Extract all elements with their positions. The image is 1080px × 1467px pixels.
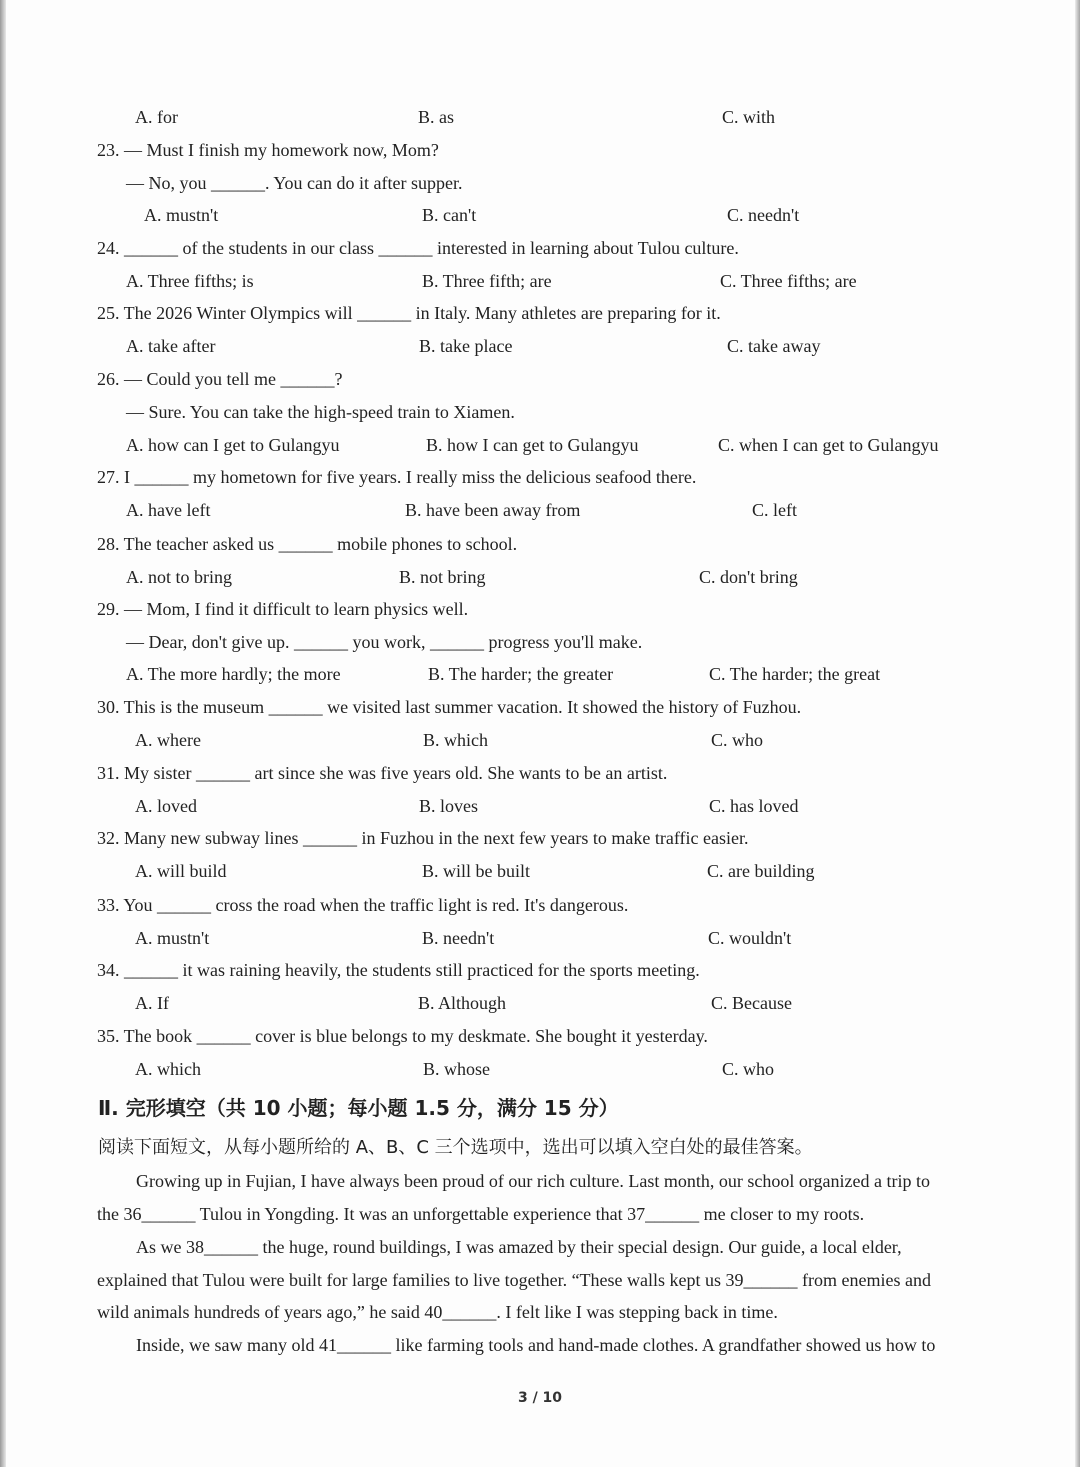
q23-option-c: C. needn't: [727, 205, 800, 225]
q32-option-a: A. will build: [135, 861, 227, 881]
q30-option-c: C. who: [711, 730, 764, 750]
q29-stem: 29. — Mom, I find it difficult to learn physics well.: [97, 599, 469, 619]
passage-line: As we 38______ the huge, round buildings, I was amazed by their special design. Our guide, a local elder,: [136, 1237, 902, 1257]
q27-option-b: B. have been away from: [405, 500, 581, 520]
section-title: Ⅱ. 完形填空（共 10 小题；每小题 1.5 分，满分 15 分）: [98, 1096, 619, 1120]
q26-stem: 26. — Could you tell me ______?: [97, 369, 343, 389]
q32-option-c: C. are building: [707, 861, 815, 881]
q29-option-a: A. The more hardly; the more: [126, 664, 341, 684]
q24-option-b: B. Three fifth; are: [422, 271, 552, 291]
page-shadow-right: [1075, 0, 1080, 1467]
page-number: 3 / 10: [517, 1390, 563, 1406]
q26-option-a: A. how can I get to Gulangyu: [126, 435, 340, 455]
q35-option-a: A. which: [135, 1059, 201, 1079]
q31-stem: 31. My sister ______ art since she was five years old. She wants to be an artist.: [97, 763, 668, 783]
q33-option-a: A. mustn't: [135, 928, 210, 948]
q34-stem: 34. ______ it was raining heavily, the students still practiced for the sports meeting.: [97, 960, 700, 980]
q33-option-c: C. wouldn't: [708, 928, 792, 948]
q25-option-a: A. take after: [126, 336, 216, 356]
q31-option-c: C. has loved: [709, 796, 799, 816]
q25-stem: 25. The 2026 Winter Olympics will ______ in Italy. Many athletes are preparing for it.: [97, 303, 721, 323]
q27-option-c: C. left: [752, 500, 797, 520]
q26-option-b: B. how I can get to Gulangyu: [426, 435, 639, 455]
q35-option-b: B. whose: [423, 1059, 490, 1079]
q24-option-c: C. Three fifths; are: [720, 271, 857, 291]
q24-stem: 24. ______ of the students in our class ______ interested in learning about Tulou culture.: [97, 238, 739, 258]
q35-option-c: C. who: [722, 1059, 775, 1079]
passage-line: explained that Tulou were built for large families to live together. “These walls kept us 39______ from enemies and: [97, 1270, 931, 1290]
q28-option-c: C. don't bring: [699, 567, 798, 587]
q33-option-b: B. needn't: [422, 928, 495, 948]
q31-option-a: A. loved: [135, 796, 197, 816]
q28-option-b: B. not bring: [399, 567, 486, 587]
q34-option-b: B. Although: [418, 993, 507, 1013]
q24-option-a: A. Three fifths; is: [126, 271, 254, 291]
q30-option-a: A. where: [135, 730, 201, 750]
section-instruction: 阅读下面短文，从每小题所给的 A、B、C 三个选项中，选出可以填入空白处的最佳答案。: [98, 1137, 813, 1158]
q34-option-a: A. If: [135, 993, 169, 1013]
passage-line: Growing up in Fujian, I have always been proud of our rich culture. Last month, our school organized a trip to: [136, 1171, 930, 1191]
q30-stem: 30. This is the museum ______ we visited last summer vacation. It showed the history of Fuzhou.: [97, 697, 802, 717]
q23-stem: 23. — Must I finish my homework now, Mom?: [97, 140, 439, 160]
passage-line: wild animals hundreds of years ago,” he said 40______. I felt like I was stepping back in time.: [97, 1302, 778, 1322]
q22-option-a: A. for: [135, 107, 178, 127]
q23-reply: — No, you ______. You can do it after supper.: [126, 173, 463, 193]
q28-stem: 28. The teacher asked us ______ mobile phones to school.: [97, 534, 518, 554]
q23-option-a: A. mustn't: [144, 205, 219, 225]
q33-stem: 33. You ______ cross the road when the traffic light is red. It's dangerous.: [97, 895, 629, 915]
passage-line: Inside, we saw many old 41______ like farming tools and hand-made clothes. A grandfather showed us how to: [136, 1335, 936, 1355]
q27-stem: 27. I ______ my hometown for five years. I really miss the delicious seafood there.: [97, 467, 697, 487]
q26-reply: — Sure. You can take the high-speed train to Xiamen.: [126, 402, 515, 422]
q31-option-b: B. loves: [419, 796, 479, 816]
q30-option-b: B. which: [423, 730, 488, 750]
q32-option-b: B. will be built: [422, 861, 530, 881]
q22-option-b: B. as: [418, 107, 454, 127]
q28-option-a: A. not to bring: [126, 567, 232, 587]
q29-option-c: C. The harder; the great: [709, 664, 881, 684]
q23-option-b: B. can't: [422, 205, 477, 225]
q34-option-c: C. Because: [711, 993, 792, 1013]
q29-option-b: B. The harder; the greater: [428, 664, 614, 684]
q26-option-c: C. when I can get to Gulangyu: [718, 435, 939, 455]
q25-option-b: B. take place: [419, 336, 513, 356]
q25-option-c: C. take away: [727, 336, 821, 356]
passage-line: the 36______ Tulou in Yongding. It was an unforgettable experience that 37______ me closer to my roots.: [97, 1204, 865, 1224]
q32-stem: 32. Many new subway lines ______ in Fuzhou in the next few years to make traffic easier.: [97, 828, 749, 848]
q22-option-c: C. with: [722, 107, 776, 127]
q35-stem: 35. The book ______ cover is blue belongs to my deskmate. She bought it yesterday.: [97, 1026, 708, 1046]
q29-reply: — Dear, don't give up. ______ you work, ______ progress you'll make.: [126, 632, 643, 652]
q27-option-a: A. have left: [126, 500, 211, 520]
page-shadow-left: [0, 0, 6, 1467]
